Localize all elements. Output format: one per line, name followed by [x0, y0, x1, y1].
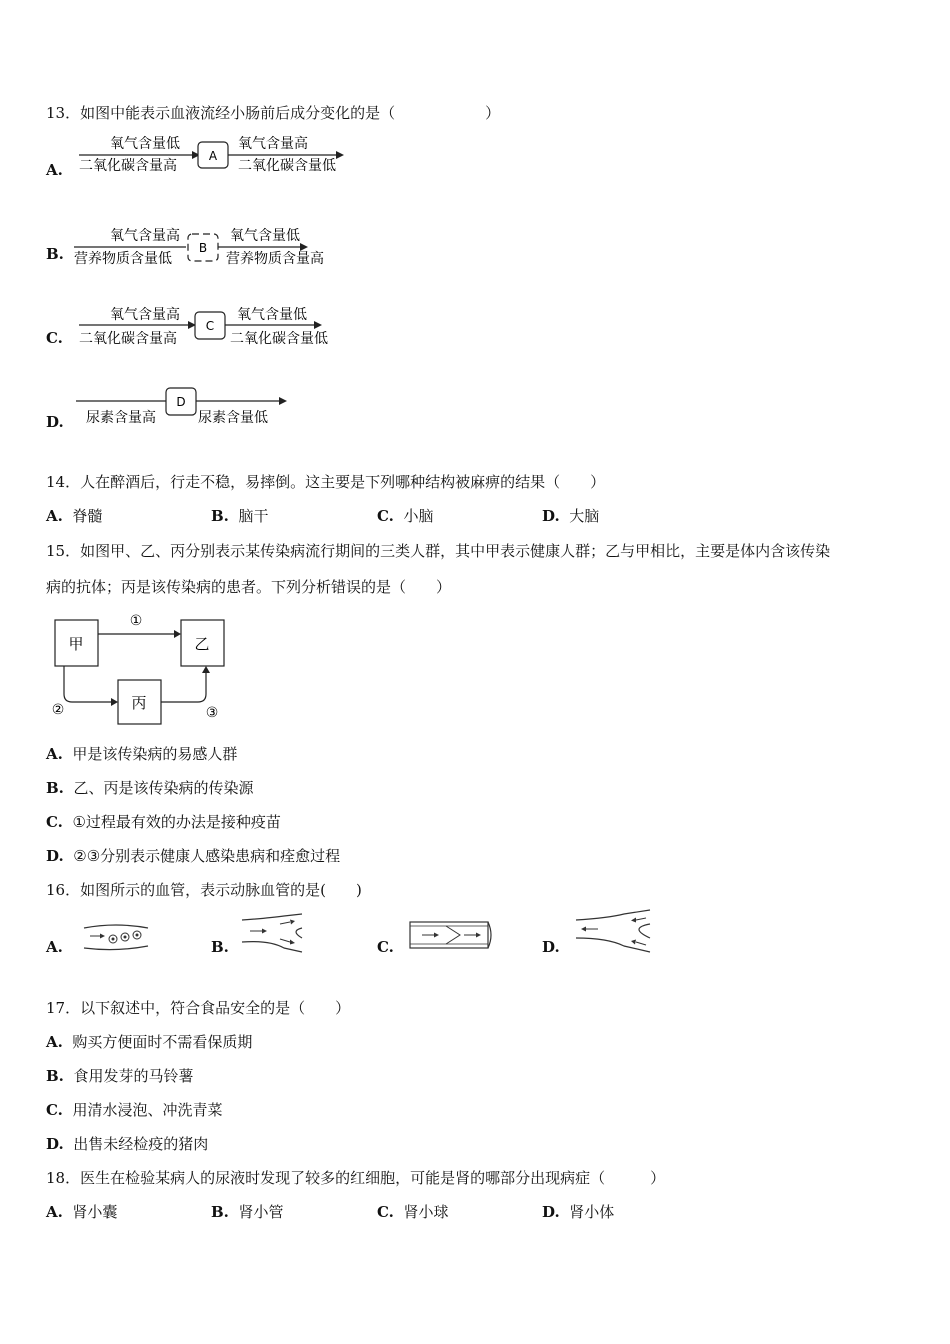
q15-label-yi: 乙 [194, 635, 210, 653]
q15-option-a-text: 甲是该传染病的易感人群 [72, 745, 238, 763]
q14-option-b-text: 脑干 [238, 507, 269, 525]
q17-option-b-text: 食用发芽的马铃薯 [73, 1067, 194, 1085]
q13a-right-bottom: 二氧化碳含量低 [238, 158, 336, 174]
q18-option-c[interactable] [377, 1201, 448, 1222]
q14-option-b[interactable] [211, 505, 268, 526]
q15-path-1: ① [129, 613, 143, 629]
q18-option-a[interactable] [46, 1201, 117, 1222]
q17-option-a-text: 购买方便面时不需看保质期 [72, 1033, 253, 1051]
q15-path-3: ③ [205, 705, 219, 721]
q13c-right-bottom: 二氧化碳含量低 [230, 331, 328, 347]
q15-option-a[interactable] [46, 743, 237, 764]
q15-option-d[interactable] [46, 845, 340, 866]
q18-option-a-label: A. [46, 1203, 63, 1221]
q13d-right-bottom: 尿素含量低 [198, 410, 268, 426]
q13-option-d-diagram [74, 385, 304, 435]
q13b-box: B [198, 241, 208, 255]
q13-option-d-label[interactable]: D. [46, 413, 64, 431]
q17-option-c-text: 用清水浸泡、冲洗青菜 [72, 1101, 223, 1119]
q17-stem: 17．以下叙述中，符合食品安全的是（ ） [46, 999, 351, 1017]
q17-option-d[interactable] [46, 1133, 208, 1154]
q18-option-b-text: 肾小管 [238, 1203, 284, 1221]
q17-option-a[interactable] [46, 1031, 252, 1052]
q13-stem: 13．如图中能表示血液流经小肠前后成分变化的是（ ） [46, 104, 501, 122]
q14-option-d[interactable] [542, 505, 599, 526]
q13-option-c-label[interactable]: C. [46, 329, 63, 347]
q13b-right-top: 氧气含量低 [230, 228, 300, 244]
q15-option-c[interactable] [46, 811, 281, 832]
q13c-right-top: 氧气含量低 [237, 307, 307, 323]
q14-option-c-label: C. [377, 507, 394, 525]
q15-option-a-label: A. [46, 745, 63, 763]
q13c-left-top: 氧气含量高 [110, 307, 180, 323]
q14-option-c[interactable] [377, 505, 433, 526]
q18-option-c-label: C. [377, 1203, 394, 1221]
q16-option-c-vein-image [406, 918, 496, 952]
q13b-right-bottom: 营养物质含量高 [226, 251, 324, 267]
q16-stem: 16．如图所示的血管，表示动脉血管的是( ) [46, 881, 362, 899]
q14-option-d-label: D. [542, 507, 560, 525]
q16-option-b-label[interactable]: B. [211, 938, 229, 956]
q15-diagram [44, 606, 244, 730]
q17-option-a-label: A. [46, 1033, 63, 1051]
q15-option-c-text: ①过程最有效的办法是接种疫苗 [72, 813, 281, 831]
q13-option-a-diagram [74, 130, 364, 180]
q15-label-bing: 丙 [131, 694, 147, 712]
q13a-left-top: 氧气含量低 [110, 136, 180, 152]
q15-option-c-label: C. [46, 813, 63, 831]
q15-option-d-label: D. [46, 847, 64, 865]
q17-option-d-label: D. [46, 1135, 64, 1153]
q14-option-a-label: A. [46, 507, 63, 525]
q18-option-d-text: 肾小体 [569, 1203, 615, 1221]
q14-stem: 14．人在醉酒后，行走不稳，易摔倒。这主要是下列哪种结构被麻痹的结果（ ） [46, 473, 606, 491]
q15-option-d-text: ②③分别表示健康人感染患病和痊愈过程 [73, 847, 341, 865]
q17-option-b-label: B. [46, 1067, 64, 1085]
q13d-box: D [176, 395, 186, 409]
q13-option-a-label[interactable]: A. [46, 161, 63, 179]
q14-option-c-text: 小脑 [403, 507, 434, 525]
q13a-box: A [208, 149, 218, 163]
q15-path-2: ② [51, 702, 65, 718]
q13c-box: C [205, 319, 215, 333]
q13c-left-bottom: 二氧化碳含量高 [79, 331, 177, 347]
q18-option-b[interactable] [211, 1201, 283, 1222]
q15-option-b[interactable] [46, 777, 253, 798]
q13-option-b-diagram [74, 222, 364, 272]
q14-option-a[interactable] [46, 505, 102, 526]
q14-option-a-text: 脊髓 [72, 507, 103, 525]
q16-option-c-label[interactable]: C. [377, 938, 394, 956]
q18-option-d-label: D. [542, 1203, 560, 1221]
q16-option-a-label[interactable]: A. [46, 938, 63, 956]
q17-option-b[interactable] [46, 1065, 193, 1086]
q18-option-b-label: B. [211, 1203, 229, 1221]
q17-option-c-label: C. [46, 1101, 63, 1119]
q18-option-c-text: 肾小球 [403, 1203, 449, 1221]
q13a-right-top: 氧气含量高 [238, 136, 308, 152]
q16-option-d-vessel-image [572, 908, 654, 956]
q15-stem-line2: 病的抗体；丙是该传染病的患者。下列分析错误的是（ ） [46, 578, 452, 596]
q16-option-a-capillary-image [80, 918, 152, 954]
q18-option-d[interactable] [542, 1201, 614, 1222]
q16-option-b-vessel-image [240, 912, 308, 954]
q13-option-c-diagram [74, 301, 364, 351]
q15-option-b-label: B. [46, 779, 64, 797]
q18-stem: 18．医生在检验某病人的尿液时发现了较多的红细胞，可能是肾的哪部分出现病症（ ） [46, 1169, 666, 1187]
q15-label-jia: 甲 [68, 635, 84, 653]
q13b-left-top: 氧气含量高 [110, 228, 180, 244]
q18-option-a-text: 肾小囊 [72, 1203, 118, 1221]
q13b-left-bottom: 营养物质含量低 [74, 251, 172, 267]
q16-option-d-label[interactable]: D. [542, 938, 560, 956]
q15-option-b-text: 乙、丙是该传染病的传染源 [73, 779, 254, 797]
q13-option-b-label[interactable]: B. [46, 245, 64, 263]
q14-option-b-label: B. [211, 507, 229, 525]
q15-stem-line1: 15．如图甲、乙、丙分别表示某传染病流行期间的三类人群，其中甲表示健康人群；乙与甲相比，主要是体内含该传染 [46, 542, 831, 560]
q13a-left-bottom: 二氧化碳含量高 [79, 158, 177, 174]
q13d-left-bottom: 尿素含量高 [86, 410, 156, 426]
q17-option-d-text: 出售未经检疫的猪肉 [73, 1135, 209, 1153]
q17-option-c[interactable] [46, 1099, 222, 1120]
q14-option-d-text: 大脑 [569, 507, 600, 525]
